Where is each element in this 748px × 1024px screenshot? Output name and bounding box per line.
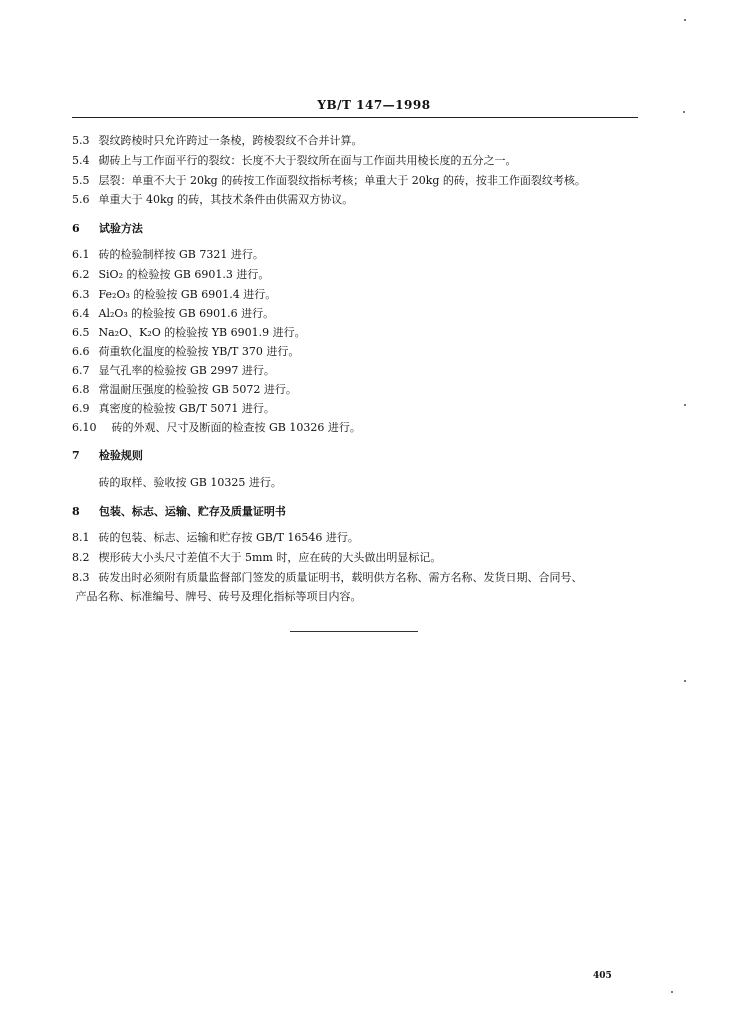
end-divider — [290, 631, 418, 632]
clause-text: Fe₂O₃ 的检验按 GB 6901.4 进行。 — [98, 288, 277, 301]
clause-number: 6.3 — [72, 288, 90, 301]
clause-6-4 — [72, 307, 274, 321]
clause-text: 砖的外观、尺寸及断面的检查按 GB 10326 进行。 — [111, 421, 361, 434]
section-number: 6 — [72, 222, 80, 235]
clause-5-5 — [72, 174, 586, 188]
section-number: 8 — [72, 505, 80, 518]
clause-text: SiO₂ 的检验按 GB 6901.3 进行。 — [98, 268, 270, 281]
page-number: 405 — [593, 971, 612, 981]
clause-number: 8.1 — [72, 531, 90, 544]
section-7-paragraph — [72, 476, 282, 490]
clause-text: 砖发出时必须附有质量监督部门签发的质量证明书，载明供方名称、需方名称、发货日期、合同号、 — [98, 571, 583, 584]
clause-8-2 — [72, 551, 441, 565]
clause-6-8 — [72, 383, 297, 397]
section-title: 包装、标志、运输、贮存及质量证明书 — [98, 505, 286, 518]
clause-5-6 — [72, 193, 353, 207]
clause-6-7 — [72, 364, 275, 378]
clause-text: 显气孔率的检验按 GB 2997 进行。 — [98, 364, 275, 377]
clause-8-1 — [72, 531, 359, 545]
clause-number: 6.2 — [72, 268, 90, 281]
clause-8-3-continued — [72, 590, 362, 604]
clause-6-9 — [72, 402, 275, 416]
paragraph-text: 砖的取样、验收按 GB 10325 进行。 — [98, 476, 282, 489]
clause-number: 5.3 — [72, 134, 90, 147]
clause-6-5 — [72, 326, 306, 340]
clause-number: 6.9 — [72, 402, 90, 415]
clause-number: 6.8 — [72, 383, 90, 396]
clause-number: 6.5 — [72, 326, 90, 339]
clause-text: 砖的包装、标志、运输和贮存按 GB/T 16546 进行。 — [98, 531, 359, 544]
standard-header: YB/T 147—1998 — [317, 98, 431, 112]
clause-5-4 — [72, 154, 517, 168]
header-divider — [72, 117, 638, 118]
section-7-heading — [72, 449, 143, 463]
clause-text: 裂纹跨棱时只允许跨过一条棱，跨棱裂纹不合并计算。 — [98, 134, 363, 147]
clause-number: 6.7 — [72, 364, 90, 377]
scan-speck — [684, 19, 686, 21]
clause-number: 8.3 — [72, 571, 90, 584]
section-8-heading — [72, 505, 286, 519]
clause-text: 层裂：单重不大于 20kg 的砖按工作面裂纹指标考核；单重大于 20kg 的砖，按非工作面裂纹考核。 — [98, 174, 586, 187]
scan-speck — [671, 991, 673, 993]
clause-6-3 — [72, 288, 276, 302]
clause-5-3 — [72, 134, 363, 148]
clause-text: 砖的检验制样按 GB 7321 进行。 — [98, 248, 264, 261]
clause-6-10 — [72, 421, 361, 435]
scan-speck — [684, 404, 686, 406]
clause-text: 单重大于 40kg 的砖，其技术条件由供需双方协议。 — [98, 193, 354, 206]
scan-speck — [683, 111, 685, 113]
section-number: 7 — [72, 449, 80, 462]
clause-number: 6.4 — [72, 307, 90, 320]
clause-number: 8.2 — [72, 551, 90, 564]
section-6-heading — [72, 222, 143, 236]
clause-text: Al₂O₃ 的检验按 GB 6901.6 进行。 — [98, 307, 275, 320]
clause-text: 真密度的检验按 GB/T 5071 进行。 — [98, 402, 275, 415]
clause-text: 常温耐压强度的检验按 GB 5072 进行。 — [98, 383, 297, 396]
clause-text: 荷重软化温度的检验按 YB/T 370 进行。 — [98, 345, 300, 358]
section-title: 检验规则 — [98, 449, 143, 462]
clause-number: 5.4 — [72, 154, 90, 167]
clause-text: 砌砖上与工作面平行的裂纹：长度不大于裂纹所在面与工作面共用棱长度的五分之一。 — [98, 154, 517, 167]
clause-number: 5.6 — [72, 193, 90, 206]
clause-number: 6.6 — [72, 345, 90, 358]
clause-number: 6.10 — [72, 421, 97, 434]
clause-6-1 — [72, 248, 264, 262]
clause-text: 楔形砖大小头尺寸差值不大于 5mm 时，应在砖的大头做出明显标记。 — [98, 551, 442, 564]
clause-text: Na₂O、K₂O 的检验按 YB 6901.9 进行。 — [98, 326, 306, 339]
scan-speck — [684, 680, 686, 682]
clause-text: 产品名称、标准编号、牌号、砖号及理化指标等项目内容。 — [75, 590, 362, 603]
clause-6-6 — [72, 345, 299, 359]
section-title: 试验方法 — [98, 222, 143, 235]
clause-number: 6.1 — [72, 248, 90, 261]
clause-number: 5.5 — [72, 174, 90, 187]
clause-8-3 — [72, 571, 583, 585]
clause-6-2 — [72, 268, 269, 282]
